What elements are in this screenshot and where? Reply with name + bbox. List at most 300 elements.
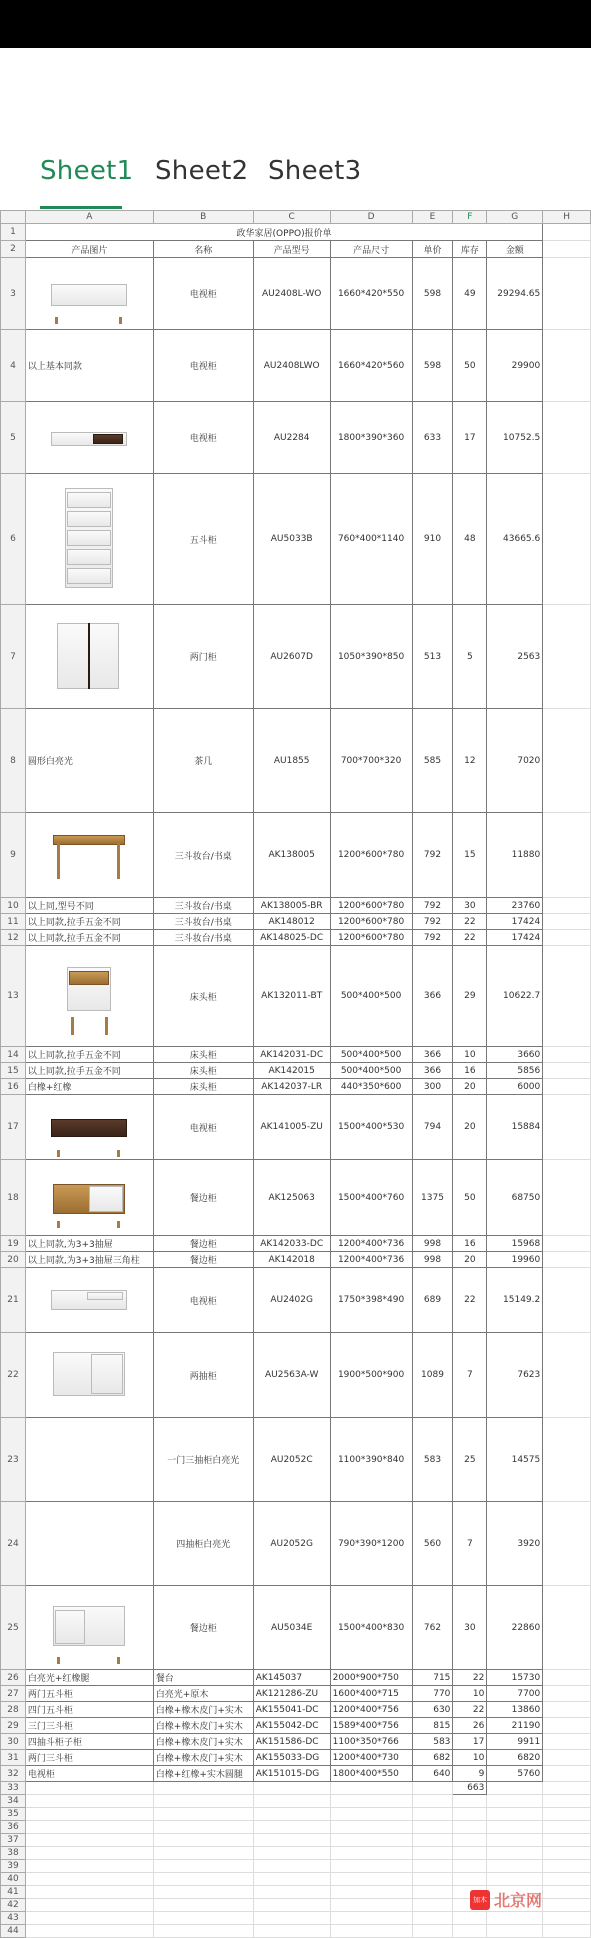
cell-name[interactable]: 白橡+橡木皮门+实木 <box>153 1750 253 1766</box>
cell[interactable] <box>543 1899 591 1912</box>
cell-product-image[interactable] <box>25 1333 153 1418</box>
cell-product-image[interactable]: 白橡+红橡 <box>25 1079 153 1095</box>
cell-product-image[interactable]: 以上同款,拉手五金不同 <box>25 930 153 946</box>
cell-amount[interactable]: 29294.65 <box>487 258 543 330</box>
cell-amount[interactable]: 17424 <box>487 914 543 930</box>
cell-product-image[interactable] <box>25 1586 153 1670</box>
cell[interactable] <box>253 1886 330 1899</box>
cell[interactable] <box>543 930 591 946</box>
column-header-b[interactable]: B <box>153 211 253 224</box>
cell-model[interactable]: AU5034E <box>253 1586 330 1670</box>
cell-price[interactable]: 1375 <box>412 1160 453 1236</box>
cell-size[interactable]: 1500*400*760 <box>330 1160 412 1236</box>
cell-name[interactable]: 床头柜 <box>153 1063 253 1079</box>
cell[interactable] <box>543 402 591 474</box>
cell-product-image[interactable]: 两门五斗柜 <box>25 1686 153 1702</box>
cell-stock[interactable]: 29 <box>453 946 487 1047</box>
cell[interactable] <box>453 1847 487 1860</box>
cell-amount[interactable]: 15730 <box>487 1670 543 1686</box>
cell-stock[interactable]: 16 <box>453 1236 487 1252</box>
cell-size[interactable]: 1100*350*766 <box>330 1734 412 1750</box>
total-stock[interactable]: 663 <box>453 1782 487 1795</box>
cell-product-image[interactable]: 以上同款,为3+3抽屉三角柱 <box>25 1252 153 1268</box>
cell-model[interactable]: AK155033-DG <box>253 1750 330 1766</box>
tab-sheet3[interactable]: Sheet3 <box>268 156 362 186</box>
cell-name[interactable]: 白橡+橡木皮门+实木 <box>153 1734 253 1750</box>
sheet-title[interactable]: 政华家居(OPPO)报价单 <box>25 224 542 241</box>
row-number[interactable]: 35 <box>1 1808 26 1821</box>
cell-product-image[interactable]: 以上同款,为3+3抽屉 <box>25 1236 153 1252</box>
cell-amount[interactable]: 14575 <box>487 1418 543 1502</box>
cell-size[interactable]: 1800*390*360 <box>330 402 412 474</box>
header-cell[interactable]: 单价 <box>412 241 453 258</box>
cell-size[interactable]: 1200*400*730 <box>330 1750 412 1766</box>
row-number[interactable]: 23 <box>1 1418 26 1502</box>
cell-model[interactable]: AK142037-LR <box>253 1079 330 1095</box>
header-cell[interactable]: 金额 <box>487 241 543 258</box>
cell-product-image[interactable] <box>25 605 153 709</box>
cell-product-image[interactable]: 以上同款,拉手五金不同 <box>25 1047 153 1063</box>
row-number[interactable]: 34 <box>1 1795 26 1808</box>
cell[interactable] <box>487 1873 543 1886</box>
cell-price[interactable]: 366 <box>412 946 453 1047</box>
cell[interactable] <box>330 1912 412 1925</box>
cell[interactable] <box>487 1808 543 1821</box>
cell[interactable] <box>487 1912 543 1925</box>
cell-amount[interactable]: 7020 <box>487 709 543 813</box>
cell[interactable] <box>25 1860 153 1873</box>
cell-size[interactable]: 500*400*500 <box>330 1063 412 1079</box>
cell[interactable] <box>453 1795 487 1808</box>
row-number[interactable]: 1 <box>1 224 26 241</box>
cell[interactable] <box>25 1808 153 1821</box>
cell-stock[interactable]: 5 <box>453 605 487 709</box>
cell[interactable] <box>253 1821 330 1834</box>
row-number[interactable]: 40 <box>1 1873 26 1886</box>
cell[interactable] <box>543 1886 591 1899</box>
cell[interactable] <box>253 1808 330 1821</box>
cell[interactable] <box>412 1847 453 1860</box>
cell-size[interactable]: 2000*900*750 <box>330 1670 412 1686</box>
cell-amount[interactable]: 15968 <box>487 1236 543 1252</box>
row-number[interactable]: 43 <box>1 1912 26 1925</box>
cell-amount[interactable]: 5760 <box>487 1766 543 1782</box>
cell[interactable] <box>253 1834 330 1847</box>
cell-amount[interactable]: 22860 <box>487 1586 543 1670</box>
column-header-g[interactable]: G <box>487 211 543 224</box>
cell[interactable] <box>25 1886 153 1899</box>
row-number[interactable]: 2 <box>1 241 26 258</box>
cell-model[interactable]: AK148025-DC <box>253 930 330 946</box>
cell-stock[interactable]: 22 <box>453 1670 487 1686</box>
row-number[interactable]: 3 <box>1 258 26 330</box>
cell-size[interactable]: 1100*390*840 <box>330 1418 412 1502</box>
cell[interactable] <box>25 1925 153 1938</box>
cell-size[interactable]: 1200*600*780 <box>330 914 412 930</box>
row-number[interactable]: 36 <box>1 1821 26 1834</box>
cell[interactable] <box>543 1718 591 1734</box>
cell[interactable] <box>330 1925 412 1938</box>
corner-cell[interactable] <box>1 211 26 224</box>
cell[interactable] <box>153 1886 253 1899</box>
cell-amount[interactable]: 2563 <box>487 605 543 709</box>
cell-product-image[interactable] <box>25 1095 153 1160</box>
cell[interactable] <box>330 1782 412 1795</box>
cell-name[interactable]: 白橡+红橡+实木圆腿 <box>153 1766 253 1782</box>
cell[interactable] <box>543 1333 591 1418</box>
cell-size[interactable]: 1200*400*756 <box>330 1702 412 1718</box>
cell-amount[interactable]: 7700 <box>487 1686 543 1702</box>
cell[interactable] <box>153 1873 253 1886</box>
cell-price[interactable]: 715 <box>412 1670 453 1686</box>
cell-model[interactable]: AU2052G <box>253 1502 330 1586</box>
cell-model[interactable]: AK151015-DG <box>253 1766 330 1782</box>
cell-stock[interactable]: 10 <box>453 1750 487 1766</box>
cell-model[interactable]: AK121286-ZU <box>253 1686 330 1702</box>
cell[interactable] <box>253 1782 330 1795</box>
cell-price[interactable]: 815 <box>412 1718 453 1734</box>
cell-model[interactable]: AK142033-DC <box>253 1236 330 1252</box>
cell-stock[interactable]: 20 <box>453 1095 487 1160</box>
cell[interactable] <box>543 1750 591 1766</box>
cell-name[interactable]: 白亮光+原木 <box>153 1686 253 1702</box>
cell-amount[interactable]: 19960 <box>487 1252 543 1268</box>
cell-product-image[interactable] <box>25 813 153 898</box>
cell[interactable] <box>543 258 591 330</box>
cell-product-image[interactable] <box>25 1502 153 1586</box>
cell-amount[interactable]: 43665.6 <box>487 474 543 605</box>
cell-name[interactable]: 餐边柜 <box>153 1160 253 1236</box>
cell[interactable] <box>543 1063 591 1079</box>
cell-model[interactable]: AU5033B <box>253 474 330 605</box>
cell-size[interactable]: 1660*420*550 <box>330 258 412 330</box>
cell[interactable] <box>543 330 591 402</box>
cell-name[interactable]: 餐台 <box>153 1670 253 1686</box>
cell[interactable] <box>25 1847 153 1860</box>
cell[interactable] <box>153 1899 253 1912</box>
cell-product-image[interactable] <box>25 1418 153 1502</box>
cell-stock[interactable]: 22 <box>453 1268 487 1333</box>
row-number[interactable]: 5 <box>1 402 26 474</box>
cell-name[interactable]: 电视柜 <box>153 330 253 402</box>
header-cell[interactable]: 产品型号 <box>253 241 330 258</box>
cell[interactable] <box>330 1886 412 1899</box>
cell[interactable] <box>253 1912 330 1925</box>
cell[interactable] <box>25 1821 153 1834</box>
cell-product-image[interactable] <box>25 402 153 474</box>
cell-amount[interactable]: 10622.7 <box>487 946 543 1047</box>
cell-name[interactable]: 两抽柜 <box>153 1333 253 1418</box>
cell-price[interactable]: 513 <box>412 605 453 709</box>
cell-stock[interactable]: 50 <box>453 1160 487 1236</box>
cell[interactable] <box>543 898 591 914</box>
header-cell[interactable]: 库存 <box>453 241 487 258</box>
cell-name[interactable]: 电视柜 <box>153 402 253 474</box>
cell[interactable] <box>543 1821 591 1834</box>
row-number[interactable]: 17 <box>1 1095 26 1160</box>
cell-stock[interactable]: 48 <box>453 474 487 605</box>
cell-model[interactable]: AU2607D <box>253 605 330 709</box>
row-number[interactable]: 41 <box>1 1886 26 1899</box>
cell-price[interactable]: 598 <box>412 330 453 402</box>
cell-price[interactable]: 366 <box>412 1047 453 1063</box>
header-cell[interactable]: 产品图片 <box>25 241 153 258</box>
cell-amount[interactable]: 9911 <box>487 1734 543 1750</box>
tab-sheet1[interactable]: Sheet1 <box>40 156 134 186</box>
cell-amount[interactable]: 10752.5 <box>487 402 543 474</box>
cell-size[interactable]: 760*400*1140 <box>330 474 412 605</box>
cell-name[interactable]: 茶几 <box>153 709 253 813</box>
cell[interactable] <box>543 1912 591 1925</box>
cell-model[interactable]: AK138005 <box>253 813 330 898</box>
cell-stock[interactable]: 17 <box>453 1734 487 1750</box>
cell[interactable] <box>153 1808 253 1821</box>
cell[interactable] <box>153 1834 253 1847</box>
cell[interactable] <box>543 1702 591 1718</box>
cell[interactable] <box>543 1670 591 1686</box>
column-header-a[interactable]: A <box>25 211 153 224</box>
cell[interactable] <box>543 1586 591 1670</box>
cell-stock[interactable]: 22 <box>453 1702 487 1718</box>
cell-stock[interactable]: 20 <box>453 1079 487 1095</box>
cell-size[interactable]: 1200*600*780 <box>330 898 412 914</box>
cell-amount[interactable]: 17424 <box>487 930 543 946</box>
cell-size[interactable]: 1200*400*736 <box>330 1236 412 1252</box>
cell-size[interactable]: 500*400*500 <box>330 946 412 1047</box>
cell-price[interactable]: 792 <box>412 898 453 914</box>
cell[interactable] <box>153 1821 253 1834</box>
cell-name[interactable]: 白橡+橡木皮门+实木 <box>153 1702 253 1718</box>
cell-model[interactable]: AU2408LWO <box>253 330 330 402</box>
cell[interactable] <box>543 474 591 605</box>
cell-size[interactable]: 500*400*500 <box>330 1047 412 1063</box>
cell-price[interactable]: 998 <box>412 1236 453 1252</box>
cell[interactable] <box>543 1795 591 1808</box>
row-number[interactable]: 22 <box>1 1333 26 1418</box>
cell-model[interactable]: AK155041-DC <box>253 1702 330 1718</box>
cell-model[interactable]: AK142031-DC <box>253 1047 330 1063</box>
cell[interactable] <box>543 813 591 898</box>
cell[interactable] <box>543 1502 591 1586</box>
cell-stock[interactable]: 22 <box>453 930 487 946</box>
cell[interactable] <box>412 1834 453 1847</box>
cell-size[interactable]: 1500*400*530 <box>330 1095 412 1160</box>
cell[interactable] <box>412 1795 453 1808</box>
cell-price[interactable]: 300 <box>412 1079 453 1095</box>
cell-name[interactable]: 三斗妆台/书桌 <box>153 914 253 930</box>
cell[interactable] <box>543 1268 591 1333</box>
tab-sheet2[interactable]: Sheet2 <box>155 156 249 186</box>
cell[interactable] <box>543 914 591 930</box>
cell[interactable] <box>487 1925 543 1938</box>
cell-amount[interactable]: 7623 <box>487 1333 543 1418</box>
cell-price[interactable]: 792 <box>412 914 453 930</box>
row-number[interactable]: 10 <box>1 898 26 914</box>
cell-name[interactable]: 两门柜 <box>153 605 253 709</box>
cell-size[interactable]: 1900*500*900 <box>330 1333 412 1418</box>
cell-name[interactable]: 电视柜 <box>153 1268 253 1333</box>
row-number[interactable]: 7 <box>1 605 26 709</box>
cell-price[interactable]: 630 <box>412 1702 453 1718</box>
cell[interactable] <box>453 1821 487 1834</box>
cell[interactable] <box>543 1766 591 1782</box>
cell[interactable] <box>253 1925 330 1938</box>
cell-amount[interactable]: 68750 <box>487 1160 543 1236</box>
row-number[interactable]: 15 <box>1 1063 26 1079</box>
header-cell[interactable]: 产品尺寸 <box>330 241 412 258</box>
cell-name[interactable]: 白橡+橡木皮门+实木 <box>153 1718 253 1734</box>
cell[interactable] <box>543 241 591 258</box>
column-header-c[interactable]: C <box>253 211 330 224</box>
cell-stock[interactable]: 7 <box>453 1333 487 1418</box>
row-number[interactable]: 13 <box>1 946 26 1047</box>
cell-amount[interactable]: 15149.2 <box>487 1268 543 1333</box>
cell[interactable] <box>253 1873 330 1886</box>
cell-model[interactable]: AK125063 <box>253 1160 330 1236</box>
cell[interactable] <box>25 1782 153 1795</box>
cell[interactable] <box>253 1847 330 1860</box>
cell-stock[interactable]: 16 <box>453 1063 487 1079</box>
cell-product-image[interactable]: 两门三斗柜 <box>25 1750 153 1766</box>
cell[interactable] <box>543 1252 591 1268</box>
row-number[interactable]: 27 <box>1 1686 26 1702</box>
cell[interactable] <box>412 1782 453 1795</box>
cell-stock[interactable]: 22 <box>453 914 487 930</box>
cell-price[interactable]: 1089 <box>412 1333 453 1418</box>
cell-product-image[interactable]: 圆形白亮光 <box>25 709 153 813</box>
row-number[interactable]: 12 <box>1 930 26 946</box>
cell-amount[interactable]: 6820 <box>487 1750 543 1766</box>
cell[interactable] <box>487 1782 543 1795</box>
cell-stock[interactable]: 10 <box>453 1047 487 1063</box>
cell[interactable] <box>487 1860 543 1873</box>
cell-price[interactable]: 598 <box>412 258 453 330</box>
cell-name[interactable]: 餐边柜 <box>153 1586 253 1670</box>
cell-size[interactable]: 1589*400*756 <box>330 1718 412 1734</box>
cell[interactable] <box>153 1912 253 1925</box>
cell-size[interactable]: 1800*400*550 <box>330 1766 412 1782</box>
cell[interactable] <box>543 1095 591 1160</box>
cell[interactable] <box>453 1808 487 1821</box>
cell[interactable] <box>330 1821 412 1834</box>
cell-product-image[interactable]: 白亮光+红橡腿 <box>25 1670 153 1686</box>
cell-size[interactable]: 1200*400*736 <box>330 1252 412 1268</box>
cell-product-image[interactable]: 三门三斗柜 <box>25 1718 153 1734</box>
cell-price[interactable]: 689 <box>412 1268 453 1333</box>
cell[interactable] <box>543 1860 591 1873</box>
cell[interactable] <box>453 1912 487 1925</box>
cell-price[interactable]: 998 <box>412 1252 453 1268</box>
cell-model[interactable]: AK155042-DC <box>253 1718 330 1734</box>
cell-price[interactable]: 770 <box>412 1686 453 1702</box>
cell[interactable] <box>487 1834 543 1847</box>
cell[interactable] <box>25 1873 153 1886</box>
column-header-d[interactable]: D <box>330 211 412 224</box>
cell-size[interactable]: 1750*398*490 <box>330 1268 412 1333</box>
cell[interactable] <box>153 1782 253 1795</box>
cell[interactable] <box>543 1686 591 1702</box>
cell[interactable] <box>543 709 591 813</box>
cell[interactable] <box>412 1912 453 1925</box>
cell[interactable] <box>412 1860 453 1873</box>
cell[interactable] <box>253 1899 330 1912</box>
cell-size[interactable]: 790*390*1200 <box>330 1502 412 1586</box>
row-number[interactable]: 20 <box>1 1252 26 1268</box>
row-number[interactable]: 30 <box>1 1734 26 1750</box>
cell-size[interactable]: 1660*420*560 <box>330 330 412 402</box>
row-number[interactable]: 24 <box>1 1502 26 1586</box>
cell[interactable] <box>487 1847 543 1860</box>
cell[interactable] <box>543 605 591 709</box>
row-number[interactable]: 28 <box>1 1702 26 1718</box>
cell-product-image[interactable] <box>25 1268 153 1333</box>
cell-stock[interactable]: 30 <box>453 1586 487 1670</box>
cell-size[interactable]: 700*700*320 <box>330 709 412 813</box>
cell-model[interactable]: AK148012 <box>253 914 330 930</box>
cell-stock[interactable]: 25 <box>453 1418 487 1502</box>
cell[interactable] <box>330 1860 412 1873</box>
cell[interactable] <box>25 1834 153 1847</box>
cell[interactable] <box>330 1834 412 1847</box>
cell[interactable] <box>543 1079 591 1095</box>
cell-stock[interactable]: 7 <box>453 1502 487 1586</box>
cell-stock[interactable]: 30 <box>453 898 487 914</box>
cell[interactable] <box>543 1236 591 1252</box>
cell-size[interactable]: 440*350*600 <box>330 1079 412 1095</box>
cell-price[interactable]: 583 <box>412 1418 453 1502</box>
cell-name[interactable]: 三斗妆台/书桌 <box>153 898 253 914</box>
cell-stock[interactable]: 9 <box>453 1766 487 1782</box>
cell-product-image[interactable]: 以上基本同款 <box>25 330 153 402</box>
cell[interactable] <box>153 1795 253 1808</box>
row-number[interactable]: 39 <box>1 1860 26 1873</box>
cell-stock[interactable]: 10 <box>453 1686 487 1702</box>
cell[interactable] <box>25 1899 153 1912</box>
row-number[interactable]: 25 <box>1 1586 26 1670</box>
cell-product-image[interactable]: 电视柜 <box>25 1766 153 1782</box>
row-number[interactable]: 19 <box>1 1236 26 1252</box>
cell-model[interactable]: AK138005-BR <box>253 898 330 914</box>
cell-model[interactable]: AU2402G <box>253 1268 330 1333</box>
cell-stock[interactable]: 50 <box>453 330 487 402</box>
cell-size[interactable]: 1200*600*780 <box>330 930 412 946</box>
cell-product-image[interactable]: 以上同,型号不同 <box>25 898 153 914</box>
cell[interactable] <box>543 1418 591 1502</box>
cell[interactable] <box>487 1821 543 1834</box>
cell-stock[interactable]: 49 <box>453 258 487 330</box>
cell-size[interactable]: 1050*390*850 <box>330 605 412 709</box>
row-number[interactable]: 4 <box>1 330 26 402</box>
cell-model[interactable]: AK151586-DC <box>253 1734 330 1750</box>
row-number[interactable]: 38 <box>1 1847 26 1860</box>
cell-name[interactable]: 三斗妆台/书桌 <box>153 813 253 898</box>
cell[interactable] <box>453 1925 487 1938</box>
cell-name[interactable]: 四抽柜白亮光 <box>153 1502 253 1586</box>
cell-amount[interactable]: 5856 <box>487 1063 543 1079</box>
row-number[interactable]: 42 <box>1 1899 26 1912</box>
cell[interactable] <box>412 1821 453 1834</box>
cell[interactable] <box>543 1047 591 1063</box>
cell-amount[interactable]: 15884 <box>487 1095 543 1160</box>
cell-price[interactable]: 640 <box>412 1766 453 1782</box>
cell-name[interactable]: 一门三抽柜白亮光 <box>153 1418 253 1502</box>
cell[interactable] <box>412 1899 453 1912</box>
cell-product-image[interactable] <box>25 1160 153 1236</box>
cell[interactable] <box>25 1912 153 1925</box>
cell-price[interactable]: 792 <box>412 813 453 898</box>
cell[interactable] <box>153 1860 253 1873</box>
cell-price[interactable]: 910 <box>412 474 453 605</box>
